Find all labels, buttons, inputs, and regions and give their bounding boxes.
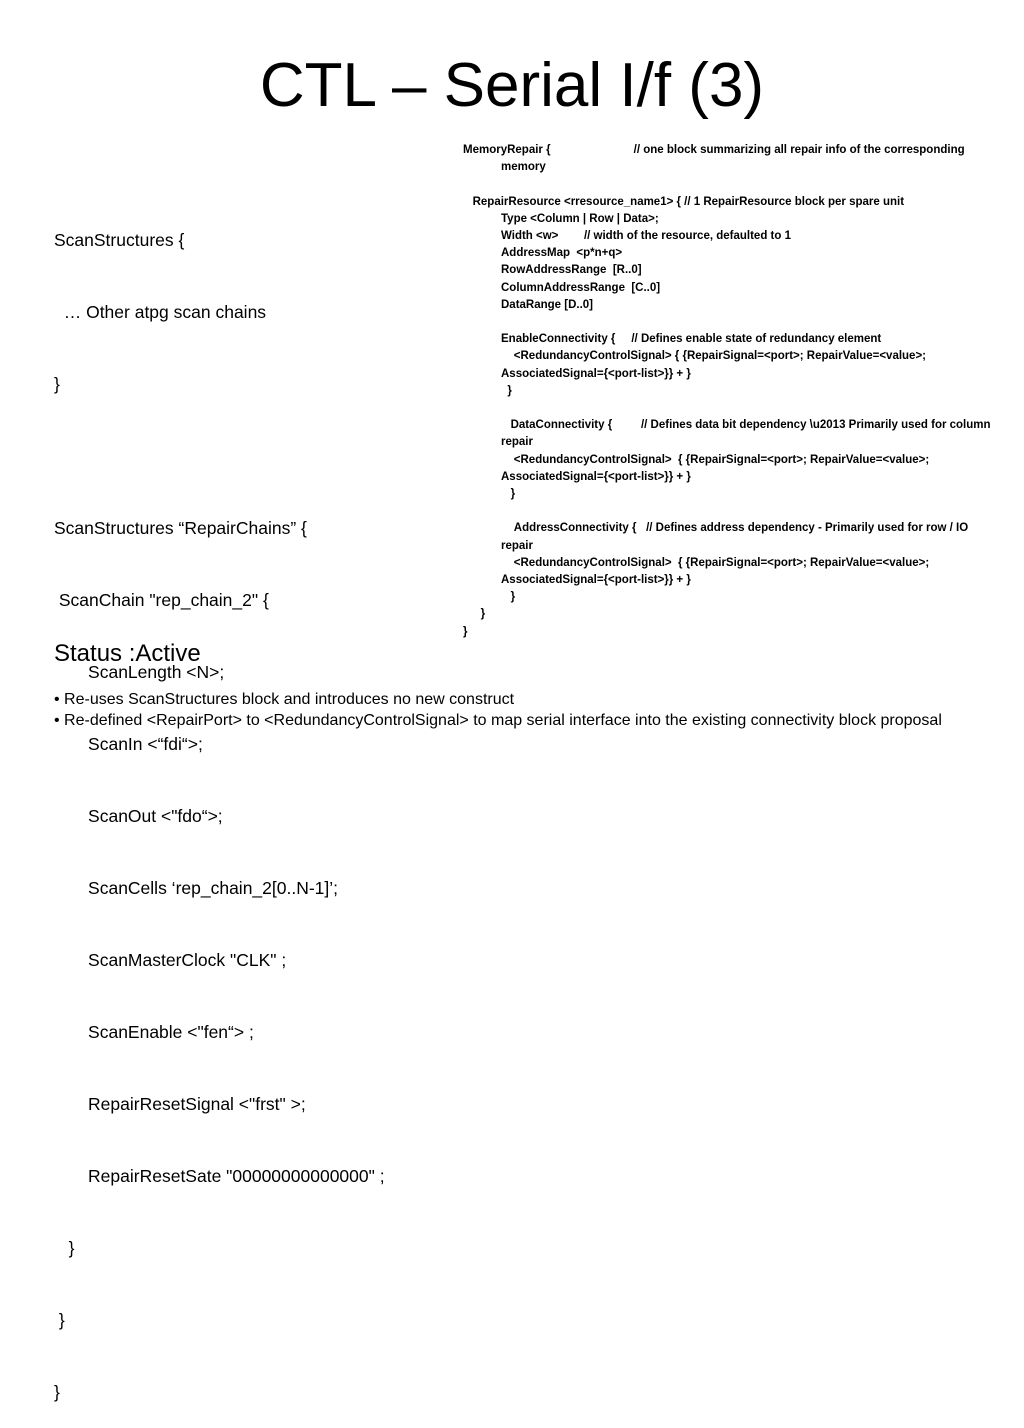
code-line: ScanCells ‘rep_chain_2[0..N-1]’; bbox=[54, 878, 339, 898]
code-line: } bbox=[54, 1382, 60, 1402]
code-line: DataConnectivity { // Defines data bit dependency \u2013 Primarily used for column repair bbox=[501, 419, 994, 449]
code-line: RepairResetSate "00000000000000" ; bbox=[54, 1166, 385, 1186]
code-line: AddressConnectivity { // Defines address dependency - Primarily used for row / IO repair bbox=[501, 522, 972, 552]
code-line: <RedundancyControlSignal> { {RepairSignal=<port>; RepairValue=<value>; AssociatedSignal={<port-list>}} + } bbox=[501, 350, 929, 380]
scan-structures-code bbox=[54, 180, 385, 1428]
code-line: <RedundancyControlSignal> { {RepairSignal=<port>; RepairValue=<value>; AssociatedSignal={<port-list>}} + } bbox=[501, 556, 932, 587]
code-line: … Other atpg scan chains bbox=[54, 302, 267, 322]
code-line: } bbox=[54, 1238, 75, 1258]
code-line: Width <w> // width of the resource, defaulted to 1 bbox=[501, 230, 791, 243]
code-line: EnableConnectivity { // Defines enable state of redundancy element bbox=[501, 333, 882, 346]
code-line bbox=[463, 400, 993, 417]
code-line: } bbox=[501, 591, 516, 604]
code-line: MemoryRepair { // one block summarizing all repair info of the corresponding memory bbox=[463, 144, 968, 174]
code-line: Type <Column | Row | Data>; bbox=[501, 212, 659, 225]
code-line bbox=[463, 176, 993, 193]
code-line: ScanIn <“fdi“>; bbox=[54, 734, 203, 754]
status-heading: Status :Active bbox=[54, 640, 201, 667]
slide-title: CTL – Serial I/f (3) bbox=[259, 51, 765, 120]
code-line: RowAddressRange [R..0] bbox=[501, 264, 642, 277]
code-line: ScanMasterClock "CLK" ; bbox=[54, 950, 287, 970]
code-line: <RedundancyControlSignal> { {RepairSignal=<port>; RepairValue=<value>; AssociatedSignal={<port-list>}} + } bbox=[501, 453, 932, 483]
code-line: ScanStructures “RepairChains” { bbox=[54, 518, 307, 538]
code-line: ScanOut <"fdo“>; bbox=[54, 806, 223, 826]
bullet-list bbox=[54, 689, 954, 731]
code-line: } bbox=[463, 625, 468, 638]
bullet-item: • Re-defined <RepairPort> to <RedundancyControlSignal> to map serial interface into the existing connectivity block proposal bbox=[54, 712, 942, 729]
code-line: DataRange [D..0] bbox=[501, 298, 594, 311]
code-line: AddressMap <p*n+q> bbox=[501, 247, 623, 260]
code-line: } bbox=[501, 384, 512, 397]
code-line bbox=[463, 503, 993, 520]
code-line: ScanEnable <"fen“> ; bbox=[54, 1022, 254, 1042]
code-line: ScanLength <N>; bbox=[54, 662, 225, 682]
bullet-item: • Re-uses ScanStructures block and introduces no new construct bbox=[54, 691, 515, 708]
code-line: ScanChain "rep_chain_2" { bbox=[54, 590, 269, 610]
code-line: ColumnAddressRange [C..0] bbox=[501, 281, 661, 294]
code-line: } bbox=[471, 608, 486, 621]
memory-repair-code bbox=[463, 142, 993, 641]
code-line: RepairResource <rresource_name1> { // 1 RepairResource block per spare unit bbox=[463, 195, 905, 208]
code-line: ScanStructures { bbox=[54, 230, 185, 250]
code-line bbox=[463, 314, 993, 331]
code-line: } bbox=[54, 374, 60, 394]
code-line: RepairResetSignal <"frst" >; bbox=[54, 1094, 306, 1114]
code-line: } bbox=[54, 1310, 65, 1330]
code-line bbox=[54, 444, 385, 468]
code-line: } bbox=[501, 488, 516, 501]
